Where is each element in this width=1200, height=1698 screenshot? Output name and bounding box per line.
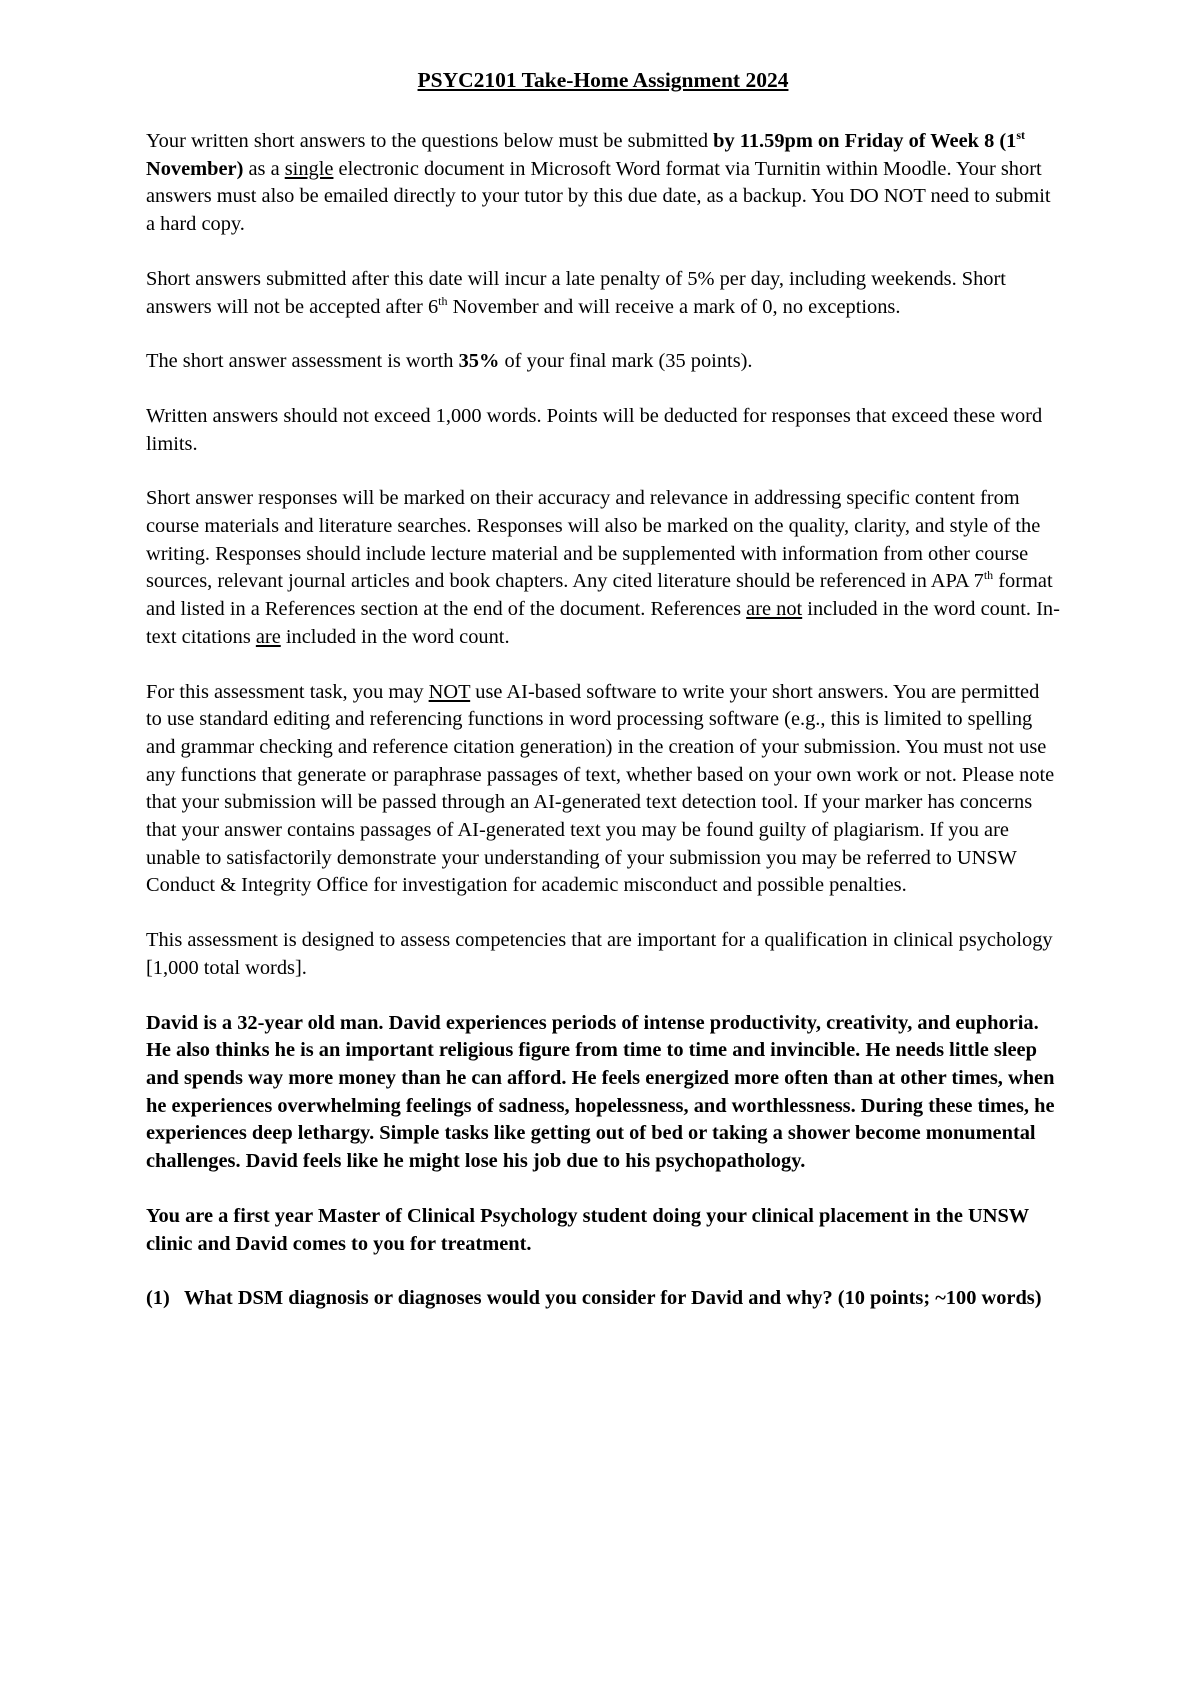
word-limit-paragraph: Written answers should not exceed 1,000 words. Points will be deducted for responses that exceed these word limits. xyxy=(146,404,1043,455)
competencies-paragraph: This assessment is designed to assess competencies that are important for a qualification in clinical psychology [1,000 total words]. xyxy=(146,929,1053,979)
question-text: What DSM diagnosis or diagnoses would you consider for David and why? (10 points; ~100 words) xyxy=(184,1287,1042,1310)
marking-criteria-paragraph: Short answer responses will be marked on their accuracy and relevance in addressing specific content from course materials and literature searches. Responses will also be marked on the quality, clarity, and style of the writing. Responses should include lecture material and be supplemented with information from other course sources, relevant journal articles and book chapters. Any cited literature should be referenced in APA 7th format and listed in a References section at the end of the document. References are not included in the word count. In-text citations are included in the word count. xyxy=(146,487,1060,648)
ai-policy-paragraph: For this assessment task, you may NOT use AI-based software to write your short answers. You are permitted to use standard editing and referencing functions in word processing software (e.g., this is limited to spelling and grammar checking and reference citation generation) in the creation of your submission. You must not use any functions that generate or paraphrase passages of text, whether based on your own work or not. Please note that your submission will be passed through an AI-generated text detection tool. If your marker has concerns that your answer contains passages of AI-generated text you may be found guilty of plagiarism. If you are unable to satisfactorily demonstrate your understanding of your submission you may be referred to UNSW Conduct & Integrity Office for investigation for academic misconduct and possible penalties. xyxy=(146,680,1055,897)
late-penalty-paragraph: Short answers submitted after this date will incur a late penalty of 5% per day, including weekends. Short answers will not be accepted after 6th November and will receive a mark of 0, no exceptions. xyxy=(146,267,1006,318)
not-emphasis: NOT xyxy=(428,680,471,703)
single-emphasis: single xyxy=(284,157,334,180)
case-vignette: David is a 32-year old man. David experiences periods of intense productivity, creativity, and euphoria. He also thinks he is an important religious figure from time to time and invincible. He needs little sleep and spends way more money than he can afford. He feels energized more often than at other times, when he experiences overwhelming feelings of sadness, hopelessness, and worthlessness. During these times, he experiences deep lethargy. Simple tasks like getting out of bed or taking a shower become monumental challenges. David feels like he might lose his job due to his psychopathology. xyxy=(146,1011,1055,1173)
question-1 xyxy=(146,1285,1060,1313)
question-number: (1) xyxy=(146,1287,170,1310)
weight-value: 35% xyxy=(458,350,500,373)
scenario-paragraph: You are a first year Master of Clinical Psychology student doing your clinical placement in the UNSW clinic and David comes to you for treatment. xyxy=(146,1204,1029,1255)
page-title: PSYC2101 Take-Home Assignment 2024 xyxy=(417,68,789,92)
submission-text: Your written short answers to the questions below must be submitted xyxy=(146,130,714,152)
due-date: by 11.59pm on Friday of Week 8 (1st November) xyxy=(146,128,1026,180)
submission-paragraph: Your written short answers to the questions below must be submitted by 11.59pm on Friday of Week 8 (1st November) as a single electronic document in Microsoft Word format via Turnitin within Moodle. Your short answers must also be emailed directly to your tutor by this due date, as a backup. You DO NOT need to submit a hard copy. xyxy=(146,128,1051,236)
weighting-paragraph: The short answer assessment is worth 35% of your final mark (35 points). xyxy=(146,350,753,373)
